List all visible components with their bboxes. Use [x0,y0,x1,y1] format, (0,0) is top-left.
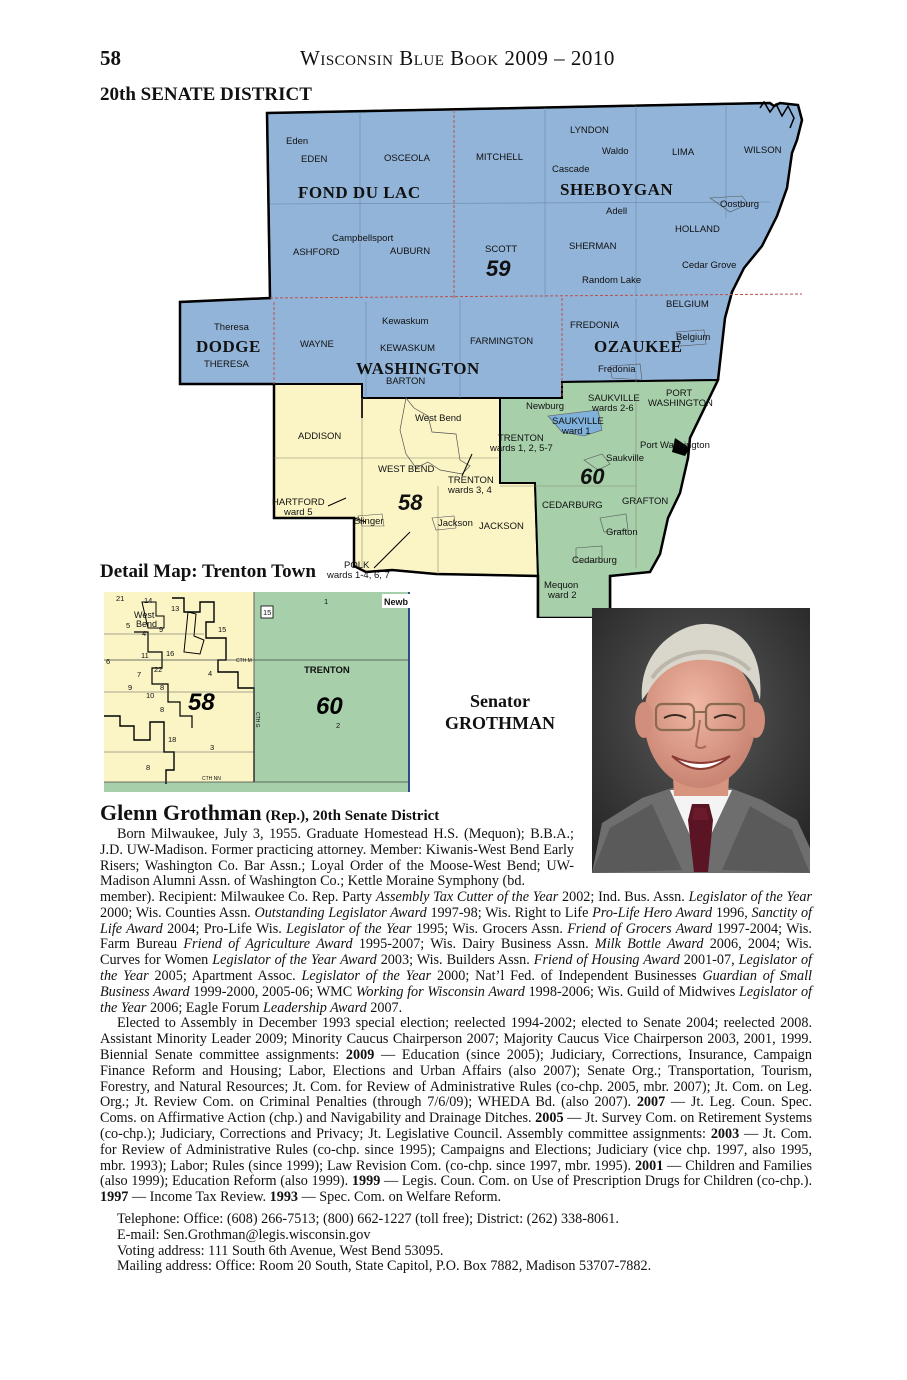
label-random-lake: Random Lake [582,275,642,286]
ward-number: 6 [106,657,111,666]
bio-paragraph-narrow: Born Milwaukee, July 3, 1955. Graduate Homestead H.S. (Mequon); B.B.A.; J.D. UW-Madison. Former practicing attorney. Member: Kiwanis-West Bend Early Risers; Washington Co. Bar Assn.; Loyal Order of the Moose-West Bend; UW-Madison Alumni Assn. of Washington Co.; Kettle Moraine Symphony (bd. [100,826,574,890]
label-newburg: Newburg [526,401,565,412]
label-hartford-ward-5: HARTFORD ward 5 [272,497,325,518]
photo-caption [445,690,555,734]
district-58-region [274,384,538,576]
ward-number: 22 [154,665,163,674]
label-cedar-grove: Cedar Grove [682,260,737,271]
detail-map-title: Detail Map: Trenton Town [100,561,316,582]
label-trenton-wards-3-4: TRENTON wards 3, 4 [448,475,494,496]
label-jackson-village: Jackson [438,518,473,529]
label-eden-village: Eden [286,136,309,147]
ward-number: 14 [144,596,153,605]
detail-label-west-bend: West Bend [134,610,158,629]
label-cascade: Cascade [552,164,590,175]
county-ozaukee: OZAUKEE [594,337,683,356]
ward-number: 7 [137,670,142,679]
label-saukville-village: Saukville [606,453,645,464]
ward-number: 3 [210,743,215,752]
detail-road-nn: CTH NN [202,776,221,782]
label-barton: BARTON [386,376,426,387]
contact-email: E-mail: Sen.Grothman@legis.wisconsin.gov [117,1226,371,1243]
label-auburn: AUBURN [390,246,431,257]
ward-number: 2 [336,721,341,730]
label-trenton-wards-1-2-5-7: TRENTON wards 1, 2, 5-7 [490,433,553,454]
label-adell: Adell [606,206,628,217]
route-15-label: 15 [263,608,272,617]
photo-caption-title: Senator [470,691,530,711]
bio-heading [100,800,439,826]
ward-number: 4 [142,629,147,638]
label-lyndon: LYNDON [570,125,609,136]
label-jackson-town: JACKSON [479,521,524,532]
label-oostburg: Oostburg [720,199,760,210]
bio-party-district: (Rep.), 20th Senate District [265,808,440,824]
detail-label-trenton: TRENTON [304,665,350,676]
detail-district-58: 58 [188,689,215,716]
label-cedarburg-town: CEDARBURG [542,500,603,511]
label-polk: POLK wards 1-4, 6, 7 [327,560,390,581]
label-lima: LIMA [672,147,695,158]
label-kewaskum-village: Kewaskum [382,316,429,327]
bio-paragraph-wide: member). Recipient: Milwaukee Co. Rep. Party Assembly Tax Cutter of the Year 2002; Ind. Bus. Assn. Legislator of the Year 2000; Wis. Counties Assn. Outstanding Legislator Award 1997-98; Wis. Right to Life Pro-Life Hero Award 1996, Sanctity of Life Award 2004; Pro-Life Wis. Legislator of the Year 1995; Wis. Grocers Assn. Friend of Grocers Award 1997-2004; Wis. Farm Bureau Friend of Agriculture Award 1995-2007; Wis. Dairy Business Assn. Milk Bottle Award 2006, 2004; Wis. Curves for Women Legislator of the Year Award 2003; Wis. Builders Assn. Friend of Housing Award 2001-07, Legislator of the Year 2005; Apartment Assoc. Legislator of the Year 2000; Nat’l Fed. of Independent Businesses Guardian of Small Business Award 1999-2000, 2005-06; WMC Working for Wisconsin Award 1998-2006; Wis. Guild of Midwives Legislator of the Year 2006; Eagle Forum Leadership Award 2007. Elected to Assembly in December 1993 special election; reelected 1994-2002; elected to Senate 2004; reelected 2008. Assistant Minority Leader 2009; Minority Caucus Chairperson 2007; Majority Caucus Vice Chairperson 2003, 2001, 1999. Biennial Senate committee assignments: 2009 — Education (since 2005); Judiciary, Corrections, Insurance, Campaign Finance Reform and Housing; Labor, Elections and Urban Affairs (also 2007); Senate Org.; Transportation, Tourism, Forestry, and Natural Resources; Jt. Com. for Review of Administrative Rules (co-chp. 2005, mbr. 2007); Jt. Com. on Leg. Org.; Jt. Review Com. on Criminal Penalties (through 7/6/09); WHEDA Bd. (also 2007). 2007 — Jt. Leg. Coun. Spec. Coms. on Affirmative Action (chp.) and Navigability and Drainage Ditches. 2005 — Jt. Survey Com. on Retirement Systems (co-chp.); Judiciary, Corrections and Privacy; Jt. Legislative Council. Assembly committee assignments: 2003 — Jt. Com. for Review of Administrative Rules (co-chp. since 1995); Campaigns and Elections; Judiciary (vice chp. 1997, also 1995, mbr. 1993); Labor; Rules (since 1999); Law Revision Com. (co-chp. since 1997, mbr. 1995). 2001 — Children and Families (also 1999); Education Reform (also 1999). 1999 — Legis. Coun. Com. on Use of Prescription Drugs for Children (co-chp.). 1997 — Income Tax Review. 1993 — Spec. Com. on Welfare Reform. [100,889,813,1206]
assembly-district-60: 60 [580,464,605,489]
label-saukville-ward-1: SAUKVILLE ward 1 [552,416,604,437]
label-slinger: Slinger [354,516,384,527]
county-fond-du-lac: FOND DU LAC [298,183,421,202]
ward-number: 9 [128,683,133,692]
label-wilson: WILSON [744,145,782,156]
label-farmington: FARMINGTON [470,336,534,347]
assembly-district-58: 58 [398,490,423,515]
ward-number: 21 [116,594,125,603]
label-osceola: OSCEOLA [384,153,430,164]
label-west-bend-town: WEST BEND [378,464,435,475]
running-head: Wisconsin Blue Book 2009 – 2010 [300,46,615,70]
label-scott: SCOTT [485,244,518,255]
page-number: 58 [100,46,121,70]
label-grafton-village: Grafton [606,527,638,538]
senator-portrait-photo [592,608,810,873]
label-fredonia-town: FREDONIA [570,320,620,331]
label-mequon: Mequon ward 2 [544,580,579,601]
label-saukville-wards-2-6: SAUKVILLE wards 2-6 [588,393,640,414]
ward-number: 8 [160,705,165,714]
district-map [170,98,810,618]
label-kewaskum-town: KEWASKUM [380,343,436,354]
county-washington: WASHINGTON [356,359,480,378]
label-fredonia-village: Fredonia [598,364,636,375]
label-theresa-town: THERESA [204,359,249,370]
ward-number: 15 [218,625,227,634]
section-title: 20th SENATE DISTRICT [100,84,312,105]
ward-number: 8 [160,683,165,692]
label-sherman: SHERMAN [569,241,617,252]
label-belgium-village: Belgium [676,332,711,343]
label-ashford: ASHFORD [293,247,340,258]
photo-caption-name: GROTHMAN [445,713,555,733]
label-addison: ADDISON [298,431,342,442]
label-newburg-clipped: Newb [384,597,409,607]
label-port-washington-city: Port Washington [640,440,710,451]
ward-number: 1 [324,597,329,606]
label-theresa-village: Theresa [214,322,249,333]
label-waldo: Waldo [602,146,629,157]
label-grafton-town: GRAFTON [622,496,669,507]
detail-road-side: CTH G [254,712,260,728]
county-dodge: DODGE [196,337,261,356]
contact-block [100,1212,812,1275]
bio-name: Glenn Grothman [100,800,262,825]
contact-voting-address: Voting address: 111 South 6th Avenue, West Bend 53095. [117,1242,444,1259]
ward-number: 9 [159,625,164,634]
county-sheboygan: SHEBOYGAN [560,180,674,199]
label-port-washington-town: PORT WASHINGTON [648,388,713,409]
detail-map-trenton [104,592,410,792]
contact-telephone: Telephone: Office: (608) 266-7513; (800) 662-1227 (toll free); District: (262) 338-8061. [117,1211,619,1227]
ward-number: 8 [146,763,151,772]
ward-number: 10 [146,691,155,700]
label-west-bend-city: West Bend [415,413,462,424]
label-mitchell: MITCHELL [476,152,523,163]
ward-number: 5 [126,621,131,630]
label-cedarburg-city: Cedarburg [572,555,617,566]
contact-mailing-address: Mailing address: Office: Room 20 South, State Capitol, P.O. Box 7882, Madison 53707-7882. [117,1258,652,1275]
ward-number: 18 [168,735,177,744]
assembly-district-59: 59 [486,256,511,281]
ward-number: 16 [166,649,175,658]
ward-number: 11 [141,651,149,660]
label-holland: HOLLAND [675,224,720,235]
label-wayne: WAYNE [300,339,334,350]
detail-road-ctm: CTH M [236,658,252,664]
ward-number: 13 [171,604,180,613]
detail-district-60: 60 [316,693,343,720]
label-campbellsport: Campbellsport [332,233,394,244]
label-eden-town: EDEN [301,154,328,165]
ward-number: 4 [208,669,213,678]
label-belgium-town: BELGIUM [666,299,709,310]
